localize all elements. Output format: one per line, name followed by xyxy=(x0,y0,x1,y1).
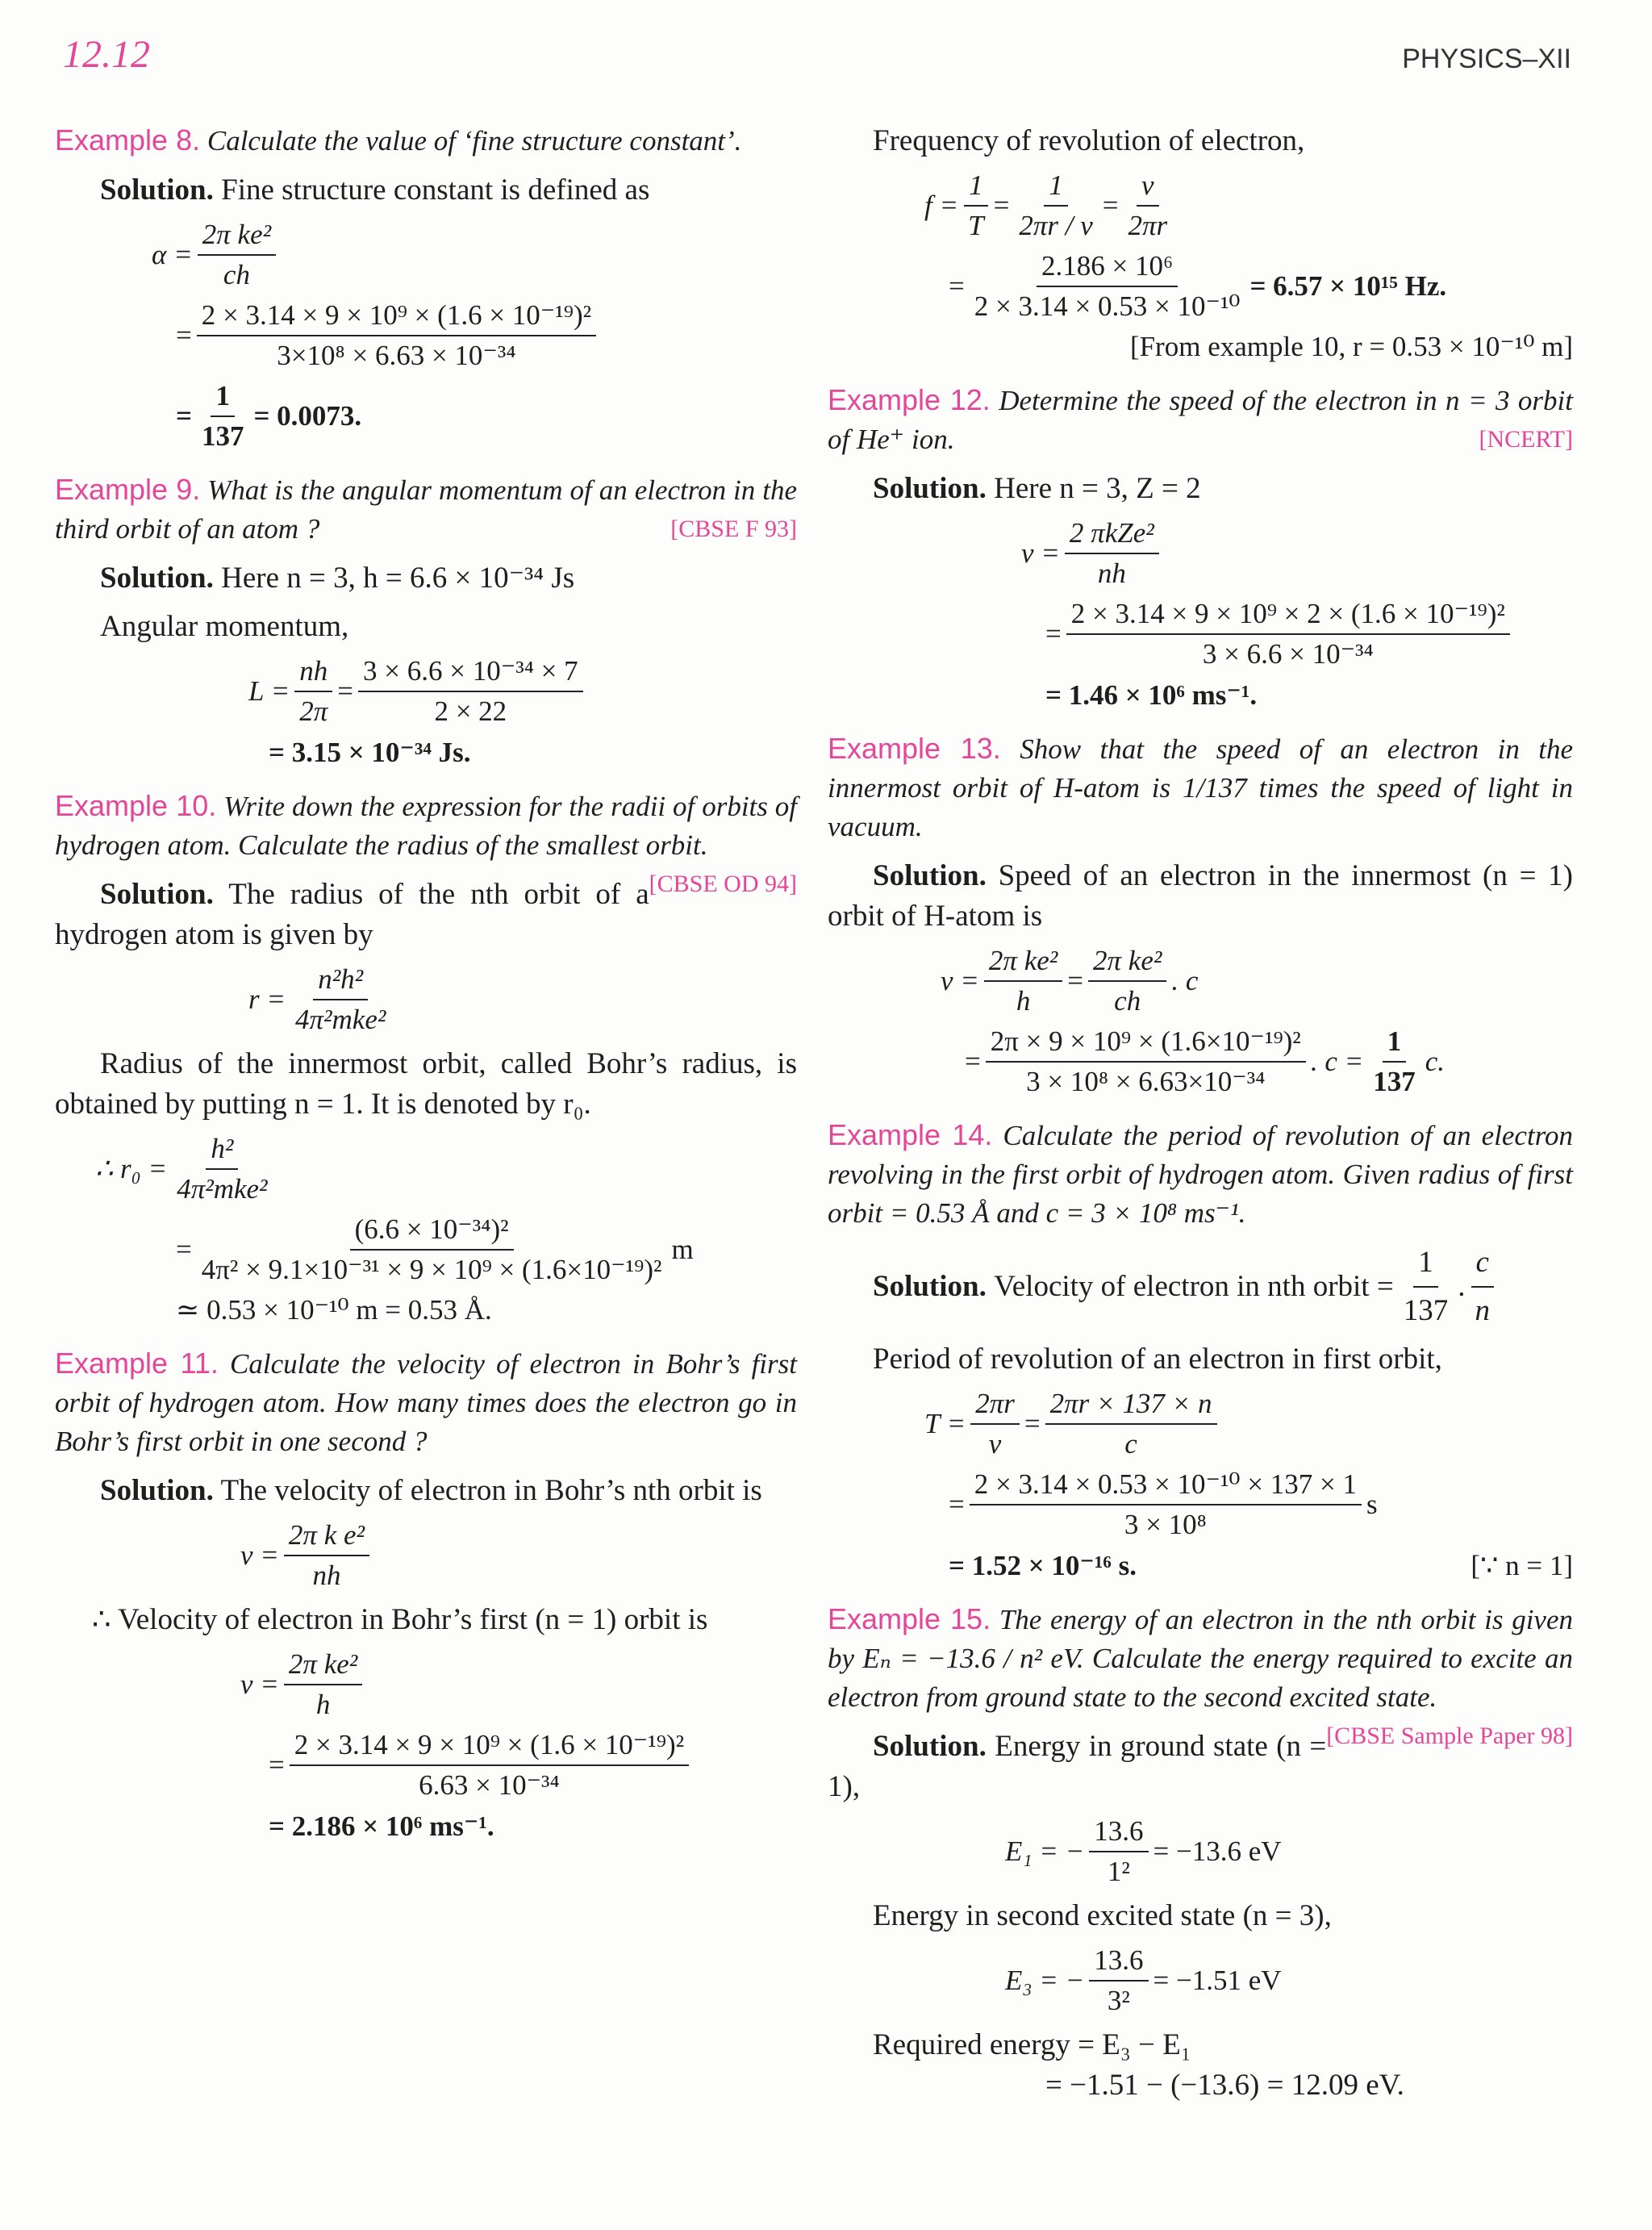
right-column xyxy=(828,121,1573,2106)
example-10-eq1: r = n²h² 4π²mke² xyxy=(248,963,386,1035)
example-9-question: Example 9. What is the angular momentum of an electron in the third orbit of an atom ? [CBSE F 93] xyxy=(55,473,797,545)
example-9-result: = 3.15 × 10⁻³⁴ Js. xyxy=(269,737,471,768)
example-15-e3: E₃ = − $\frac{13.6}{\text{3²}}$ = −1.51 eV xyxy=(1005,1944,1282,2016)
example-8-result: = $\frac{1}{137}$ = 0.0073. xyxy=(176,380,362,452)
example-11-freq-eq1: f = $\frac{1}{T}$ = $\frac{1}{2\pi r / v}$ = $\frac{v}{2\pi r}$ xyxy=(924,169,1168,241)
example-15-text3: Required energy = E₃ − E₁ xyxy=(873,2028,1191,2061)
example-11-freq-note: [From example 10, r = 0.53 × 10⁻¹⁰ m] xyxy=(1129,331,1573,362)
example-10-question: Example 10. Write down the expression for the radii of orbits of hydrogen atom. Calculate the radius of the smallest orbit. [CBSE OD 94] xyxy=(55,789,798,897)
example-14-question: Example 14. Calculate the period of revolution of an electron revolving in the first orbit of hydrogen atom. Given radius of first orbit = 0.53 Å and c = 3 × 10⁸ ms⁻¹. xyxy=(828,1118,1574,1229)
example-12-solution: Solution. Here n = 3, Z = 2 xyxy=(873,472,1201,505)
example-9-text: Angular momentum, xyxy=(100,610,349,643)
example-12-eq1: v = 2 πkZe² nh xyxy=(1021,517,1573,590)
book-title: PHYSICS–XII xyxy=(1402,44,1571,74)
example-10-eq3: = $\frac{\text{(6.6 × 10⁻³⁴)²}}{\text{4π² × 9.1×10⁻³¹ × 9 × 10⁹ × (1.6×10⁻¹⁹)²}}$ m xyxy=(176,1213,694,1285)
example-11-question: Example 11. Calculate the velocity of electron in Bohr’s first orbit of hydrogen atom. How many times does the electron go in Bohr’s first orbit in one second ? xyxy=(55,1347,798,1457)
example-11-eq1: v = $\frac{\text{2π k e²}}{nh}$ xyxy=(240,1519,797,1592)
example-13-question: Example 13. Show that the speed of an electron in the innermost orbit of H-atom is 1/137 times the speed of light in vacuum. xyxy=(828,732,1574,842)
example-14-text: Period of revolution of an electron in first orbit, xyxy=(873,1343,1442,1376)
example-10-eq2: ∴ r₀ = h² 4π²mke² xyxy=(95,1133,268,1205)
example-15-e1: E₁ = − $\frac{13.6}{\text{1²}}$ = −13.6 eV xyxy=(1005,1815,1282,1887)
example-15-text2: Energy in second excited state (n = 3), xyxy=(873,1899,1332,1932)
example-9-eq: L = $\frac{nh}{2\pi}$ = $\frac{\text{3 × 6.6 × 10⁻³⁴ × 7}}{2 \times 22}$ xyxy=(248,655,797,728)
example-12-eq2: = $\frac{\text{2 × 3.14 × 9 × 10⁹ × 2 × (1.6 × 10⁻¹⁹)²}}{\text{3 × 6.6 × 10⁻³⁴}}$ xyxy=(1045,598,1573,670)
example-11-frequency-text: Frequency of revolution of electron, xyxy=(873,124,1305,157)
example-10-result: ≃ 0.53 × 10⁻¹⁰ m = 0.53 Å. xyxy=(176,1294,492,1326)
example-11-result: = 2.186 × 10⁶ ms⁻¹. xyxy=(269,1810,494,1842)
example-13-eq1: v = $\frac{\text{2π ke²}}{h}$ = $\frac{\text{2π ke²}}{ch}$ . c xyxy=(941,945,1199,1017)
example-14-result: = 1.52 × 10⁻¹⁶ s. [∵ n = 1] xyxy=(949,1549,1573,1581)
example-14-solution: Solution. Velocity of electron in nth orbit = $\frac{1}{137}$ . c n xyxy=(828,1242,1573,1331)
example-13-eq2: = $\frac{\text{2π × 9 × 10⁹ × (1.6×10⁻¹⁹)²}}{\text{3 × 10⁸ × 6.63×10⁻³⁴}}$ . c = $\frac{1}{137}$ c. xyxy=(965,1025,1446,1097)
example-11-eq2: v = $\frac{\text{2π ke²}}{h}$ xyxy=(240,1648,797,1721)
example-15-question: Example 15. The energy of an electron in the nth orbit is given by Eₙ = −13.6 / n² eV. Calculate the energy required to excite an electron from ground state to the second excited state. [CBSE Sample Paper 98] xyxy=(828,1602,1574,1749)
example-8-eq1: α = $\frac{\text{2π ke²}}{ch}$ xyxy=(152,219,797,291)
example-11-freq-eq2: = $\frac{\text{2.186 × 10⁶}}{\text{2 × 3.14 × 0.53 × 10⁻¹⁰}}$ = 6.57 × 10¹⁵ Hz. xyxy=(949,250,1447,322)
example-10-text: Radius of the innermost orbit, called Bohr’s radius, is obtained by putting n = 1. It is denoted by r₀. xyxy=(55,1047,797,1121)
example-8-eq2: = $\frac{\text{2 × 3.14 × 9 × 10⁹ × (1.6 × 10⁻¹⁹)²}}{\text{3×10⁸ × 6.63 × 10⁻³⁴}}$ xyxy=(176,299,797,372)
example-15-result: = −1.51 − (−13.6) = 12.09 eV. xyxy=(1045,2069,1404,2102)
example-14-eq1: T = $\frac{2\pi r}{v}$ = $\frac{2\pi r \times 137 \times n}{c}$ xyxy=(924,1388,1573,1460)
example-8-solution: Solution. Fine structure constant is defined as xyxy=(100,173,650,207)
example-12-result: = 1.46 × 10⁶ ms⁻¹. xyxy=(1045,679,1258,711)
example-15-solution: Solution. Energy in ground state (n = 1), xyxy=(828,1730,1327,1803)
example-11-text: ∴ Velocity of electron in Bohr’s first (n = 1) orbit is xyxy=(92,1603,708,1636)
example-9-solution: Solution. Here n = 3, h = 6.6 × 10⁻³⁴ Js xyxy=(100,562,575,595)
example-12-question: Example 12. Determine the speed of the electron in n = 3 orbit of He⁺ ion. [NCERT] xyxy=(828,383,1573,455)
example-11-eq3: = $\frac{\text{2 × 3.14 × 9 × 10⁹ × (1.6 × 10⁻¹⁹)²}}{\text{6.63 × 10⁻³⁴}}$ xyxy=(269,1729,797,1802)
example-11-solution: Solution. The velocity of electron in Bohr’s nth orbit is xyxy=(100,1474,762,1507)
example-10-solution: Solution. The radius of the nth orbit of a hydrogen atom is given by xyxy=(55,878,649,951)
page-number: 12.12 xyxy=(63,33,150,76)
left-column xyxy=(55,121,797,1851)
example-13-solution: Solution. Speed of an electron in the innermost (n = 1) orbit of H-atom is xyxy=(828,859,1573,933)
example-14-eq2: = $\frac{\text{2 × 3.14 × 0.53 × 10⁻¹⁰ × 137 × 1}}{\text{3 × 10⁸}}$ s xyxy=(949,1468,1378,1540)
example-8-question: Example 8. Calculate the value of ‘fine structure constant’. xyxy=(55,123,742,157)
